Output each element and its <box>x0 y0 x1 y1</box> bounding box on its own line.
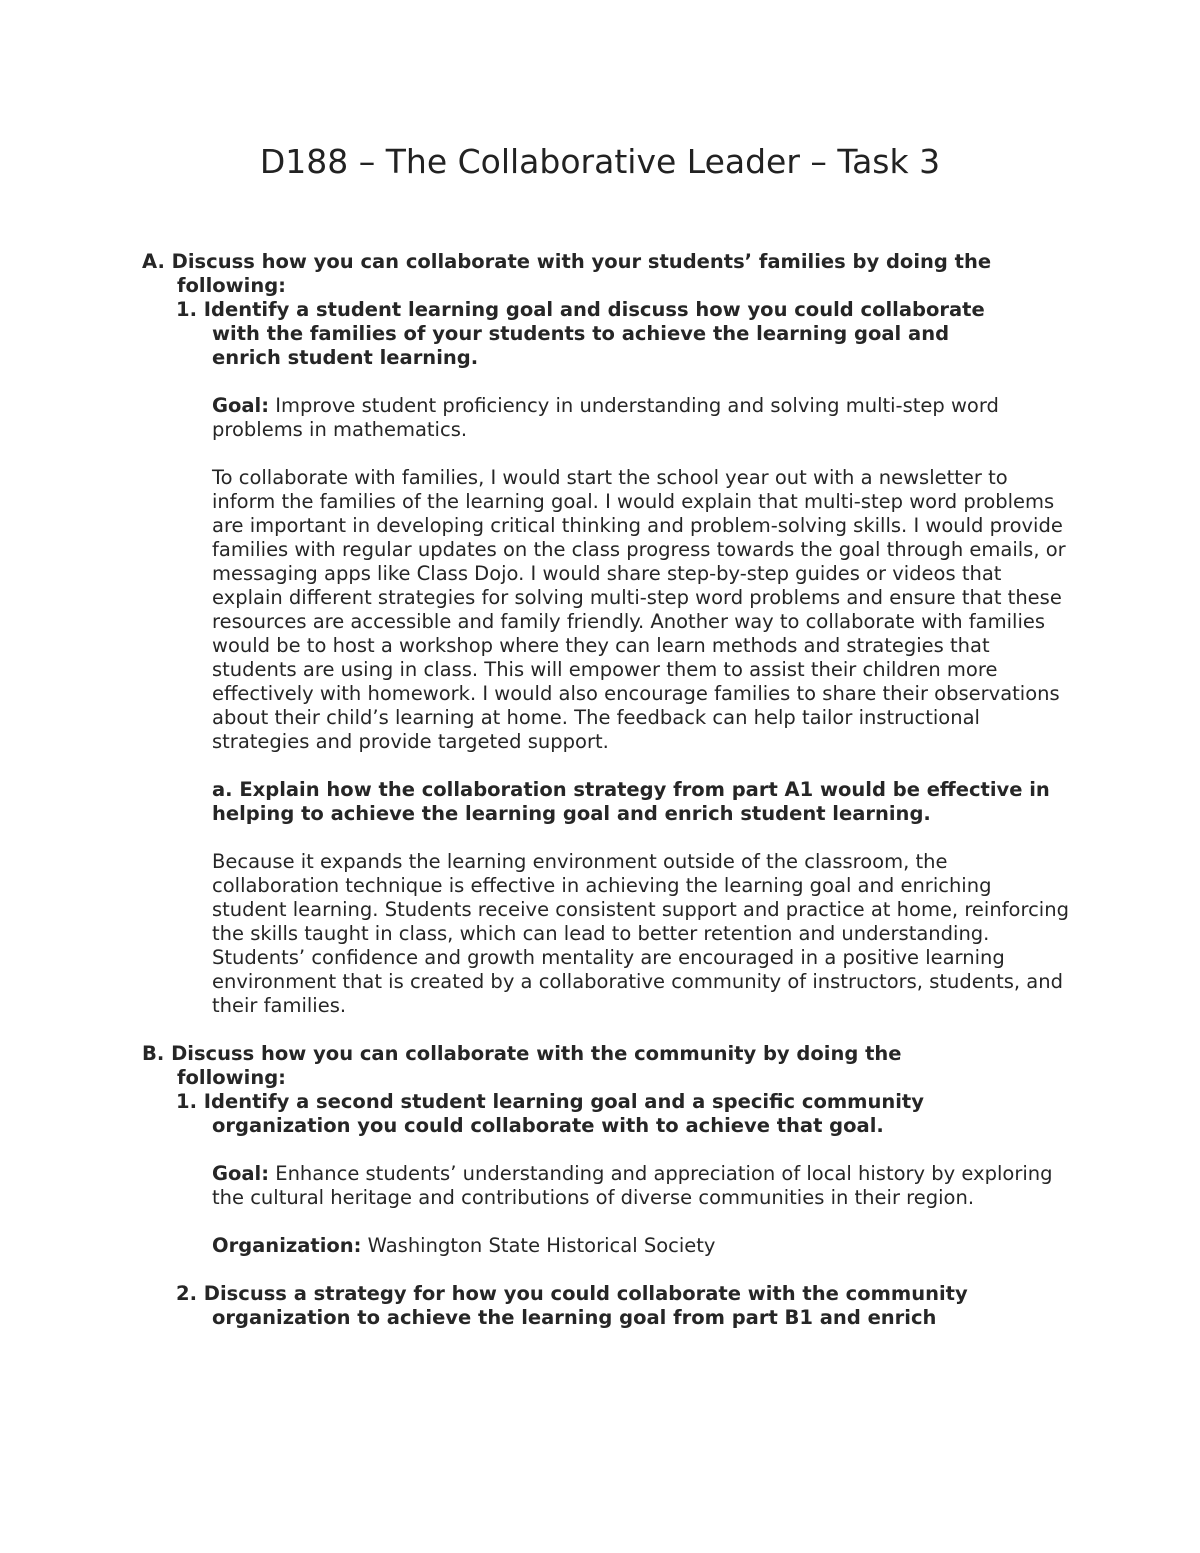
section-b-marker: B. <box>142 1042 165 1065</box>
section-a-goal <box>212 394 1072 442</box>
section-a-item1-line2: with the families of your students to achieve the learning goal and <box>212 322 950 345</box>
section-b-item2-line1: Discuss a strategy for how you could collaborate with the community <box>203 1282 968 1305</box>
section-a-item1-line1: Identify a student learning goal and discuss how you could collaborate <box>203 298 985 321</box>
section-b-item2-heading <box>176 1282 1056 1330</box>
section-b-heading <box>142 1042 1082 1090</box>
section-b-goal <box>212 1162 1072 1210</box>
section-a-goal-label: Goal: <box>212 394 270 417</box>
section-a-heading-line2: following: <box>177 274 286 297</box>
section-b-goal-label: Goal: <box>212 1162 270 1185</box>
section-a-item1-line3: enrich student learning. <box>212 346 479 369</box>
section-a-marker: A. <box>142 250 165 273</box>
document-title: D188 – The Collaborative Leader – Task 3 <box>259 142 941 181</box>
section-b-item2-line2: organization to achieve the learning goal from part B1 and enrich <box>212 1306 937 1329</box>
section-b-heading-line1: Discuss how you can collaborate with the community by doing the <box>171 1042 902 1065</box>
section-b-goal-text: Enhance students’ understanding and appreciation of local history by exploring the cultural heritage and contributions of diverse communities in their region. <box>212 1162 1053 1209</box>
section-b-item1-line2: organization you could collaborate with to achieve that goal. <box>212 1114 884 1137</box>
document-body <box>0 250 1200 1330</box>
section-a-collab-paragraph: To collaborate with families, I would start the school year out with a newsletter to inform the families of the learning goal. I would explain that multi-step word problems are important in developing critical thinking and problem-solving skills. I would provide families with regular updates on the class progress towards the goal through emails, or messaging apps like Class Dojo. I would share step-by-step guides or videos that explain different strategies for solving multi-step word problems and ensure that these resources are accessible and family friendly. Another way to collaborate with families would be to host a workshop where they can learn methods and strategies that students are using in class. This will empower them to assist their children more effectively with homework. I would also encourage families to share their observations about their child’s learning at home. The feedback can help tailor instructional strategies and provide targeted support. <box>212 466 1066 753</box>
section-a-heading-line1: Discuss how you can collaborate with your students’ families by doing the <box>171 250 992 273</box>
section-b-item2-marker: 2. <box>176 1282 197 1305</box>
section-b-item1-line1: Identify a second student learning goal and a specific community <box>203 1090 924 1113</box>
section-b-item1-marker: 1. <box>176 1090 197 1113</box>
section-a-item1-heading <box>176 298 1056 370</box>
section-a-goal-text: Improve student proficiency in understanding and solving multi-step word problems in mathematics. <box>212 394 999 441</box>
section-b-heading-line2: following: <box>177 1066 286 1089</box>
section-a-prompt-a: a. Explain how the collaboration strategy from part A1 would be effective in helping to achieve the learning goal and enrich student learning. <box>212 778 1050 825</box>
section-a-heading <box>142 250 1082 298</box>
section-b-org-label: Organization: <box>212 1234 362 1257</box>
section-b-item1-heading <box>176 1090 1056 1138</box>
section-a-item1-marker: 1. <box>176 298 197 321</box>
section-b-organization <box>212 1234 1072 1258</box>
section-b-org-text: Washington State Historical Society <box>367 1234 716 1257</box>
section-a-answer-a: Because it expands the learning environment outside of the classroom, the collaboration technique is effective in achieving the learning goal and enriching student learning. Students receive consistent support and practice at home, reinforcing the skills taught in class, which can lead to better retention and understanding. Students’ confidence and growth mentality are encouraged in a positive learning environment that is created by a collaborative community of instructors, students, and their families. <box>212 850 1069 1017</box>
